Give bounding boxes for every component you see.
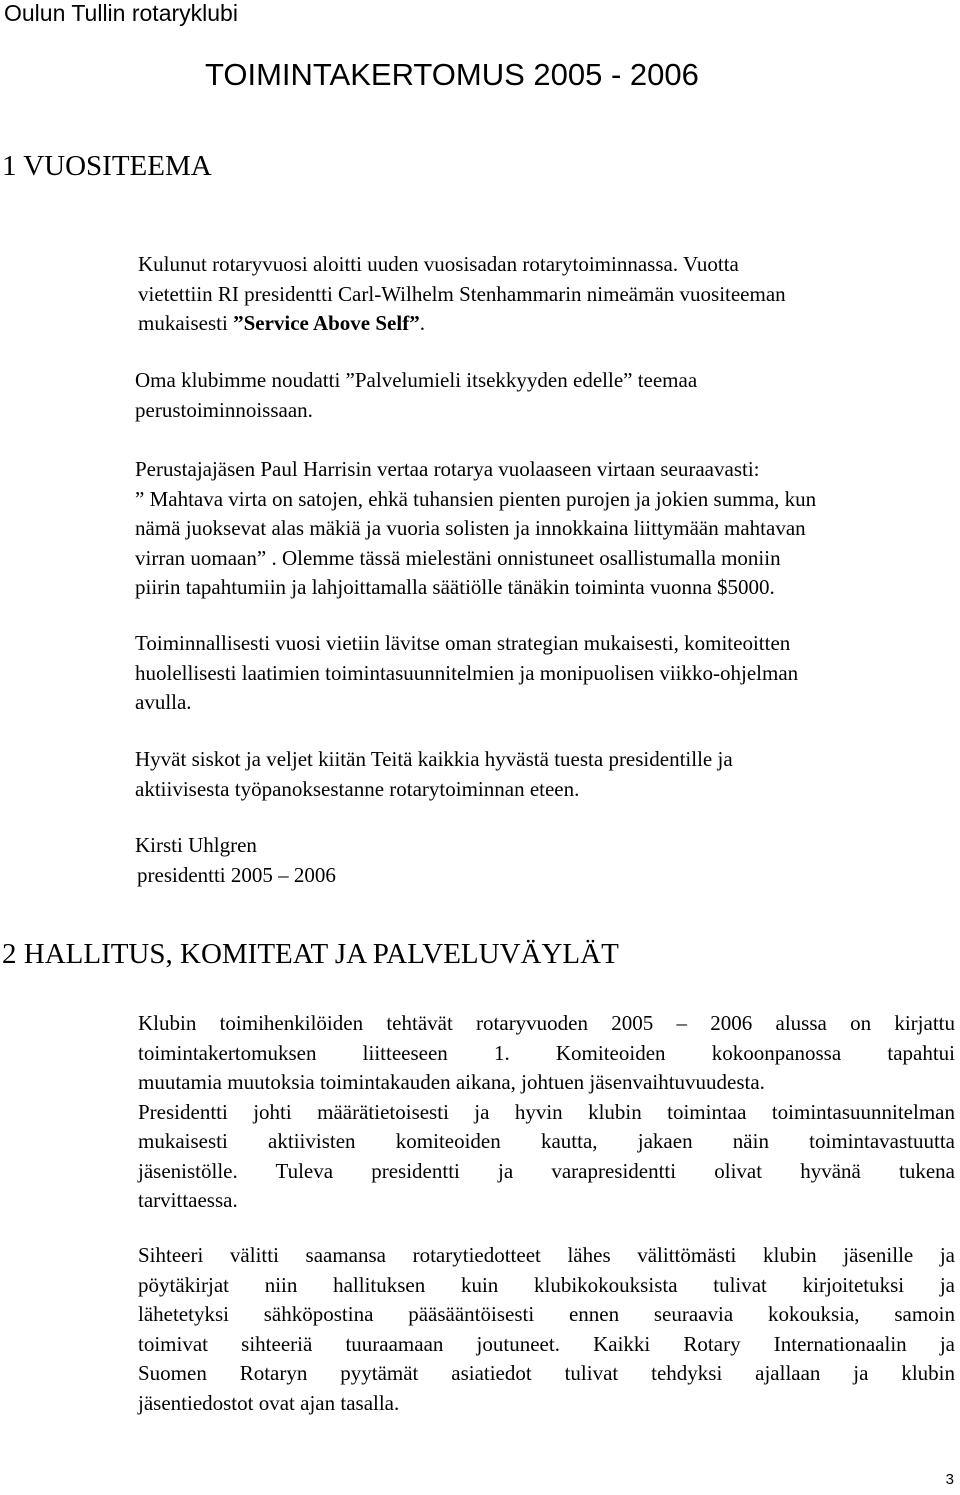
paragraph-line: Kulunut rotaryvuosi aloitti uuden vuosisadan rotarytoiminnassa. Vuotta bbox=[138, 252, 739, 276]
paragraph-line: Toiminnallisesti vuosi vietiin lävitse oman strategian mukaisesti, komiteoitten bbox=[135, 631, 791, 655]
paragraph-line: lähetetyksi sähköpostina pääsääntöisesti ennen seuraavia kokouksia, samoin bbox=[138, 1302, 955, 1326]
signature-name: Kirsti Uhlgren bbox=[135, 833, 257, 857]
paragraph-line: tarvittaessa. bbox=[138, 1188, 238, 1212]
paragraph-line: jäsentiedostot ovat ajan tasalla. bbox=[138, 1390, 400, 1415]
paragraph-line: jäsenistölle. Tuleva presidentti ja varapresidentti olivat hyvänä tukena bbox=[138, 1158, 955, 1183]
paragraph-line: ” Mahtava virta on satojen, ehkä tuhansien pienten purojen ja jokien summa, kun bbox=[135, 486, 817, 511]
club-name-header: Oulun Tullin rotaryklubi bbox=[4, 0, 238, 26]
theme-name: ”Service Above Self” bbox=[233, 311, 420, 335]
paragraph-line: avulla. bbox=[135, 690, 192, 714]
document-title: TOIMINTAKERTOMUS 2005 - 2006 bbox=[205, 57, 699, 92]
strategy-paragraph bbox=[135, 629, 955, 718]
paragraph-line: vietettiin RI presidentti Carl-Wilhelm Stenhammarin nimeämän vuositeeman bbox=[138, 281, 786, 306]
section-1-heading: 1 VUOSITEEMA bbox=[2, 150, 212, 182]
harris-quote-paragraph bbox=[135, 455, 955, 603]
signature-role: presidentti 2005 – 2006 bbox=[137, 862, 336, 887]
paragraph-line: piirin tapahtumiin ja lahjoittamalla säätiölle tänäkin toiminta vuonna $5000. bbox=[135, 575, 775, 599]
paragraph-line: nämä juoksevat alas mäkiä ja vuoria solisten ja innokkaina liittymään mahtavan bbox=[135, 516, 806, 540]
paragraph-line: Presidentti johti määrätietoisesti ja hyvin klubin toimintaa toimintasuunnitelman bbox=[138, 1099, 955, 1124]
page-number: 3 bbox=[945, 1471, 954, 1488]
paragraph-line bbox=[138, 309, 958, 339]
paragraph-line: Perustajajäsen Paul Harrisin vertaa rotarya vuolaaseen virtaan seuraavasti: bbox=[135, 457, 760, 481]
paragraph-line: huolellisesti laatimien toimintasuunnitelmien ja monipuolisen viikko-ohjelman bbox=[135, 660, 799, 685]
paragraph-line: Klubin toimihenkilöiden tehtävät rotaryvuoden 2005 – 2006 alussa on kirjattu bbox=[138, 1011, 955, 1035]
paragraph-line: aktiivisesta työpanoksestanne rotarytoiminnan eteen. bbox=[135, 776, 580, 801]
paragraph-line: virran uomaan” . Olemme tässä mielestäni onnistuneet osallistumalla moniin bbox=[135, 545, 781, 570]
paragraph-line: mukaisesti aktiivisten komiteoiden kautta, jakaen näin toimintavastuutta bbox=[138, 1129, 955, 1153]
paragraph-line: toimintakertomuksen liitteeseen 1. Komiteoiden kokoonpanossa tapahtui bbox=[138, 1040, 955, 1065]
paragraph-line: Sihteeri välitti saamansa rotarytiedotteet lähes välittömästi klubin jäsenille ja bbox=[138, 1243, 955, 1267]
secretary-paragraph bbox=[138, 1241, 955, 1418]
service-above-self-line: mukaisesti ”Service Above Self”. bbox=[138, 311, 425, 335]
paragraph-line: Oma klubimme noudatti ”Palvelumieli itsekkyyden edelle” teemaa bbox=[135, 368, 698, 392]
paragraph-line: toimivat sihteeriä tuuraamaan joutuneet. Kaikki Rotary Internationaalin ja bbox=[138, 1331, 955, 1356]
paragraph-line: Hyvät siskot ja veljet kiitän Teitä kaikkia hyvästä tuesta presidentille ja bbox=[135, 747, 733, 771]
section-2-heading: 2 HALLITUS, KOMITEAT JA PALVELUVÄYLÄT bbox=[2, 938, 619, 970]
thanks-paragraph bbox=[135, 745, 955, 804]
club-motto-paragraph bbox=[135, 366, 955, 425]
signature-block bbox=[135, 831, 535, 890]
paragraph-line: Suomen Rotaryn pyytämät asiatiedot tulivat tehdyksi ajallaan ja klubin bbox=[138, 1361, 955, 1385]
paragraph-line: perustoiminnoissaan. bbox=[135, 397, 313, 422]
paragraph-line: muutamia muutoksia toimintakauden aikana, johtuen jäsenvaihtuvuudesta. bbox=[138, 1070, 765, 1094]
officers-paragraph bbox=[138, 1009, 955, 1216]
paragraph-line: pöytäkirjat niin hallituksen kuin klubikokouksista tulivat kirjoitetuksi ja bbox=[138, 1272, 955, 1297]
theme-intro-paragraph bbox=[138, 250, 958, 339]
